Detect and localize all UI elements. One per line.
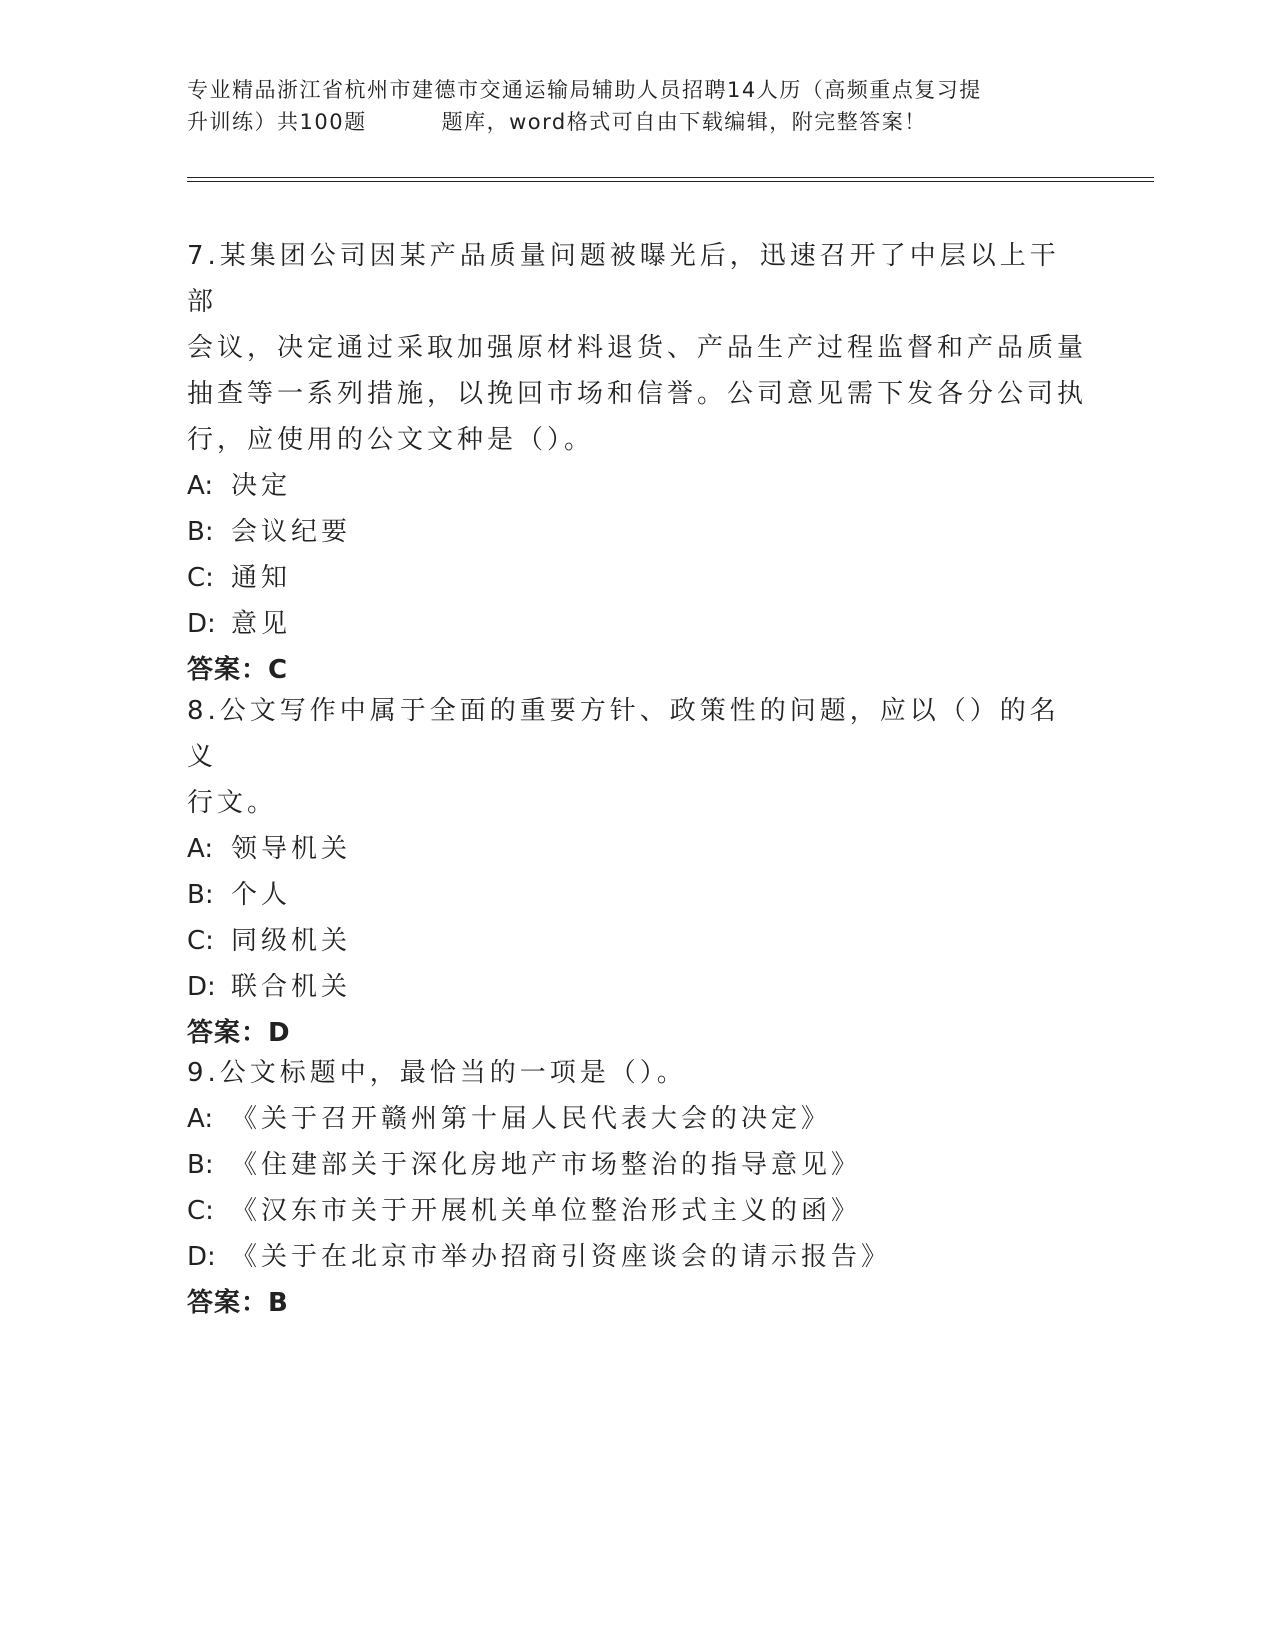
question-stem: 7.某集团公司因某产品质量问题被曝光后，迅速召开了中层以上干部 xyxy=(187,241,1060,317)
question-stem: 9.公文标题中，最恰当的一项是（）。 xyxy=(187,1058,687,1088)
option-c xyxy=(187,918,1087,964)
option-key: C: xyxy=(187,563,214,593)
question-stem: 抽查等一系列措施，以挽回市场和信誉。公司意见需下发各分公司执 xyxy=(187,379,1088,409)
answer-line: 答案：B xyxy=(187,1288,289,1318)
option-key: D: xyxy=(187,1242,216,1272)
option-text: 《汉东市关于开展机关单位整治形式主义的函》 xyxy=(231,1196,862,1226)
option-a xyxy=(187,463,1087,509)
option-text: 会议纪要 xyxy=(231,517,352,547)
option-text: 个人 xyxy=(231,880,292,910)
option-text: 《关于召开赣州第十届人民代表大会的决定》 xyxy=(231,1104,832,1134)
question-7 xyxy=(187,233,1087,693)
answer-line: 答案：C xyxy=(187,655,289,685)
question-9 xyxy=(187,1050,1087,1326)
option-a xyxy=(187,1096,1087,1142)
answer-line: 答案：D xyxy=(187,1018,291,1048)
option-key: A: xyxy=(187,471,214,501)
header-divider-top xyxy=(187,177,1154,178)
option-text: 《关于在北京市举办招商引资座谈会的请示报告》 xyxy=(231,1242,892,1272)
option-text: 《住建部关于深化房地产市场整治的指导意见》 xyxy=(231,1150,862,1180)
option-c xyxy=(187,1188,1087,1234)
header-divider-bottom xyxy=(187,181,1154,182)
option-d xyxy=(187,601,1087,647)
option-text: 领导机关 xyxy=(231,834,352,864)
header-title-part-b: 题库，word格式可自由下载编辑，附完整答案！ xyxy=(441,110,927,134)
option-text: 决定 xyxy=(231,471,292,501)
header-title-line-2 xyxy=(187,106,1087,138)
option-key: D: xyxy=(187,972,216,1002)
option-d xyxy=(187,1234,1087,1280)
option-a xyxy=(187,826,1087,872)
option-c xyxy=(187,555,1087,601)
option-key: B: xyxy=(187,1150,214,1180)
option-b xyxy=(187,1142,1087,1188)
question-stem: 行，应使用的公文文种是（）。 xyxy=(187,425,595,455)
header-title-part-a: 升训练）共100题 xyxy=(187,110,367,134)
option-key: B: xyxy=(187,517,214,547)
question-stem: 行文。 xyxy=(187,788,278,818)
option-b xyxy=(187,872,1087,918)
option-text: 联合机关 xyxy=(231,972,352,1002)
option-key: B: xyxy=(187,880,214,910)
question-stem: 会议，决定通过采取加强原材料退货、产品生产过程监督和产品质量 xyxy=(187,333,1088,363)
option-key: A: xyxy=(187,834,214,864)
option-text: 通知 xyxy=(231,563,292,593)
header-title-line-1: 专业精品浙江省杭州市建德市交通运输局辅助人员招聘14人历（高频重点复习提 xyxy=(187,78,982,102)
option-key: C: xyxy=(187,1196,214,1226)
option-d xyxy=(187,964,1087,1010)
option-key: C: xyxy=(187,926,214,956)
option-key: A: xyxy=(187,1104,214,1134)
option-text: 意见 xyxy=(231,609,292,639)
option-b xyxy=(187,509,1087,555)
document-header xyxy=(187,74,1087,138)
option-key: D: xyxy=(187,609,216,639)
question-8 xyxy=(187,688,1087,1056)
question-stem: 8.公文写作中属于全面的重要方针、政策性的问题，应以（）的名义 xyxy=(187,696,1060,772)
option-text: 同级机关 xyxy=(231,926,352,956)
